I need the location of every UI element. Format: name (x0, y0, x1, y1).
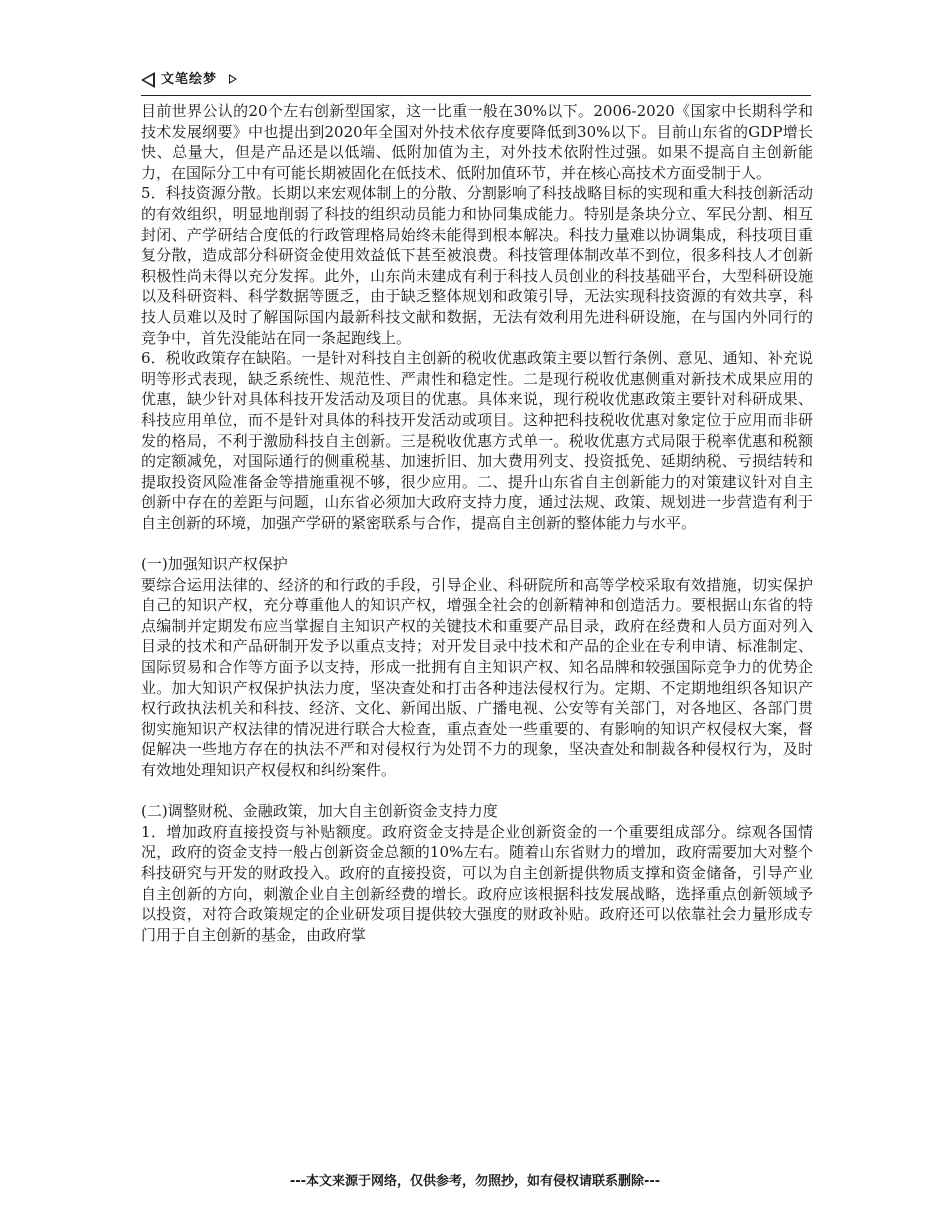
section-heading-2: (二)调整财税、金融政策，加大自主创新资金支持力度 (141, 802, 498, 821)
paragraph-1: 目前世界公认的20个左右创新型国家，这一比重一般在30%以下。2006-2020《国家中长期科学和技术发展纲要》中也提出到2020年全国对外技术依存度要降低到30%以下。目前山东省的GDP增长快、总量大，但是产品还是以低端、低附加值为主，对外技术依附性过强。如果不提高自主创新能力，在国际分工中有可能长期被固化在低技术、低附加值环节，并在核心高技术方面受制于人。 (141, 102, 813, 182)
paragraph-2: 5．科技资源分散。长期以来宏观体制上的分散、分割影响了科技战略目标的实现和重大科技创新活动的有效组织，明显地削弱了科技的组织动员能力和协同集成能力。特别是条块分立、军民分割、相互封闭、产学研结合度低的行政管理格局始终未能得到根本解决。科技力量难以协调集成，科技项目重复分散，造成部分科研资金使用效益低下甚至被浪费。科技管理体制改革不到位，很多科技人才创新积极性尚未得以充分发挥。此外，山东尚未建成有利于科技人员创业的科技基础平台，大型科研设施以及科研资料、科学数据等匮乏，由于缺乏整体规划和政策引导，无法实现科技资源的有效共享，科技人员难以及时了解国际国内最新科技文献和数据，无法有效利用先进科研设施，在与国内外同行的竞争中，首先没能站在同一条起跑线上。 (141, 184, 813, 347)
triangle-left-icon (141, 72, 155, 88)
spacer (141, 533, 813, 554)
header-rule (141, 95, 811, 96)
brand-title: 文笔绘梦 (161, 72, 218, 87)
paragraph-5: 1．增加政府直接投资与补贴额度。政府资金支持是企业创新资金的一个重要组成部分。综观各国情况，政府的资金支持一般占创新资金总额的10%左右。随着山东省财力的增加，政府需要加大对整个科技研究与开发的财政投入。政府的直接投资，可以为自主创新提供物质支撑和资金储备，引导产业自主创新的方向，刺激企业自主创新经费的增长。政府应该根据科技发展战略，选择重点创新领域予以投资，对符合政策规定的企业研发项目提供较大强度的财政补贴。政府还可以依靠社会力量形成专门用于自主创新的基金，由政府掌 (141, 822, 813, 944)
paragraph-4: 要综合运用法律的、经济的和行政的手段，引导企业、科研院所和高等学校采取有效措施，切实保护自己的知识产权，充分尊重他人的知识产权，增强全社会的创新精神和创造活力。要根据山东省的特点编制并定期发布应当掌握自主知识产权的关键技术和重要产品目录，政府在经费和人员方面对列入目录的技术和产品研制开发予以重点支持；对开发目录中技术和产品的企业在专利申请、标准制定、国际贸易和合作等方面予以支持，形成一批拥有自主知识产权、知名品牌和较强国际竞争力的优势企业。加大知识产权保护执法力度，坚决查处和打击各种违法侵权行为。定期、不定期地组织各知识产权行政执法机关和科技、经济、文化、新闻出版、广播电视、公安等有关部门，对各地区、各部门贯彻实施知识产权法律的情况进行联合大检查，重点查处一些重要的、有影响的知识产权侵权大案，督促解决一些地方存在的执法不严和对侵权行为处罚不力的现象，坚决查处和制裁各种侵权行为，及时有效地处理知识产权侵权和纠纷案件。 (141, 575, 813, 779)
page-header (141, 70, 811, 96)
footer-notice: ---本文来源于网络，仅供参考，勿照抄，如有侵权请联系删除--- (289, 1174, 661, 1189)
document-body (141, 101, 813, 945)
triangle-right-icon (229, 74, 237, 84)
spacer (141, 781, 813, 802)
section-heading-1: (一)加强知识产权保护 (141, 555, 288, 574)
paragraph-3: 6．税收政策存在缺陷。一是针对科技自主创新的税收优惠政策主要以暂行条例、意见、通知、补充说明等形式表现，缺乏系统性、规范性、严肃性和稳定性。二是现行税收优惠侧重对新技术成果应用的优惠，缺少针对具体科技开发活动及项目的优惠。具体来说，现行税收优惠政策主要针对科研成果、科技应用单位，而不是针对具体的科技开发活动或项目。这种把科技税收优惠对象定位于应用而非研发的格局，不利于激励科技自主创新。三是税收优惠方式单一。税收优惠方式局限于税率优惠和税额的定额减免，对国际通行的侧重税基、加速折旧、加大费用列支、投资抵免、延期纳税、亏损结转和提取投资风险准备金等措施重视不够，很少应用。二、提升山东省自主创新能力的对策建议针对自主创新中存在的差距与问题，山东省必须加大政府支持力度，通过法规、政策、规划进一步营造有利于自主创新的环境，加强产学研的紧密联系与合作，提高自主创新的整体能力与水平。 (141, 349, 813, 532)
